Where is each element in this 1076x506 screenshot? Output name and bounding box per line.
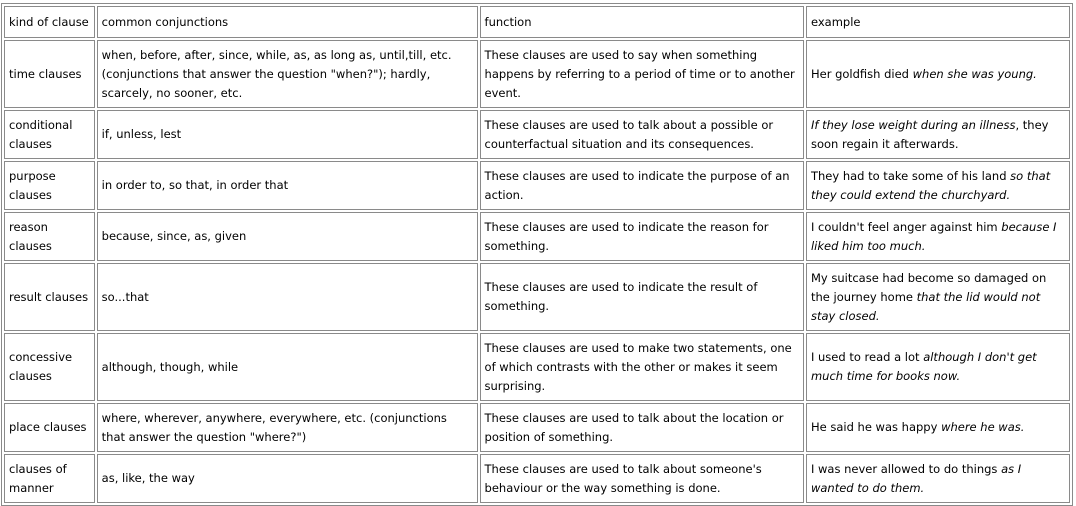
- cell-example: [806, 454, 1070, 503]
- example-plain: I used to read a lot: [810, 350, 924, 364]
- cell-example: [806, 333, 1070, 401]
- example-italic: where he was.: [941, 420, 1025, 434]
- cell-example: [806, 212, 1070, 261]
- table-row: [4, 403, 1070, 452]
- example-italic: If they lose weight during an illness: [810, 117, 1016, 132]
- cell-conjunctions: because, since, as, given: [97, 212, 478, 261]
- header-example: example: [806, 6, 1070, 38]
- cell-function: These clauses are used to talk about a possible or counterfactual situation and its consequences.: [480, 110, 804, 159]
- cell-conjunctions: as, like, the way: [97, 454, 478, 503]
- cell-example: [806, 110, 1070, 159]
- cell-kind: purpose clauses: [4, 161, 95, 210]
- header-kind: kind of clause: [4, 6, 95, 38]
- example-plain: , they soon regain it afterwards.: [810, 117, 1049, 151]
- cell-function: These clauses are used to indicate the result of something.: [480, 263, 804, 331]
- table-row: [4, 212, 1070, 261]
- cell-function: These clauses are used to talk about someone's behaviour or the way something is done.: [480, 454, 804, 503]
- example-italic: as I wanted to do them.: [810, 461, 1022, 495]
- example-plain: I couldn't feel anger against him: [810, 219, 1002, 234]
- table-row: [4, 454, 1070, 503]
- table-row: [4, 333, 1070, 401]
- table-row: [4, 40, 1070, 108]
- cell-example: [806, 403, 1070, 452]
- cell-function: These clauses are used to say when something happens by referring to a period of time or to another event.: [480, 40, 804, 108]
- example-italic: although I don't get much time for books now.: [810, 350, 1037, 383]
- example-plain: They had to take some of his land: [810, 168, 1011, 183]
- table-header-row: [4, 6, 1070, 38]
- example-italic: that the lid would not stay closed.: [810, 289, 1041, 323]
- header-function: function: [480, 6, 804, 38]
- cell-example: [806, 40, 1070, 108]
- example-plain: Her goldfish died: [810, 66, 913, 81]
- cell-kind: concessive clauses: [4, 333, 95, 401]
- cell-conjunctions: where, wherever, anywhere, everywhere, etc. (conjunctions that answer the question "where?"): [97, 403, 478, 452]
- clauses-table: [1, 3, 1073, 506]
- cell-function: These clauses are used to talk about the location or position of something.: [480, 403, 804, 452]
- cell-kind: clauses of manner: [4, 454, 95, 503]
- cell-function: These clauses are used to make two statements, one of which contrasts with the other or makes it seem surprising.: [480, 333, 804, 401]
- header-conjunctions: common conjunctions: [97, 6, 478, 38]
- cell-kind: result clauses: [4, 263, 95, 331]
- cell-conjunctions: if, unless, lest: [97, 110, 478, 159]
- cell-kind: reason clauses: [4, 212, 95, 261]
- cell-function: These clauses are used to indicate the purpose of an action.: [480, 161, 804, 210]
- cell-kind: time clauses: [4, 40, 95, 108]
- cell-conjunctions: although, though, while: [97, 333, 478, 401]
- table-row: [4, 110, 1070, 159]
- example-italic: when she was young.: [912, 66, 1037, 81]
- example-italic: because I liked him too much.: [810, 219, 1057, 253]
- cell-kind: conditional clauses: [4, 110, 95, 159]
- example-plain: My suitcase had become so damaged on the journey home: [810, 270, 1047, 304]
- table-row: [4, 263, 1070, 331]
- example-italic: so that they could extend the churchyard.: [810, 168, 1051, 202]
- example-plain: He said he was happy: [810, 420, 942, 434]
- example-plain: I was never allowed to do things: [810, 461, 1002, 476]
- cell-example: [806, 263, 1070, 331]
- table-row: [4, 161, 1070, 210]
- cell-conjunctions: so...that: [97, 263, 478, 331]
- cell-function: These clauses are used to indicate the reason for something.: [480, 212, 804, 261]
- cell-conjunctions: in order to, so that, in order that: [97, 161, 478, 210]
- cell-conjunctions: when, before, after, since, while, as, as long as, until,till, etc. (conjunctions that answer the question "when?"); hardly, scarcely, no sooner, etc.: [97, 40, 478, 108]
- cell-kind: place clauses: [4, 403, 95, 452]
- cell-example: [806, 161, 1070, 210]
